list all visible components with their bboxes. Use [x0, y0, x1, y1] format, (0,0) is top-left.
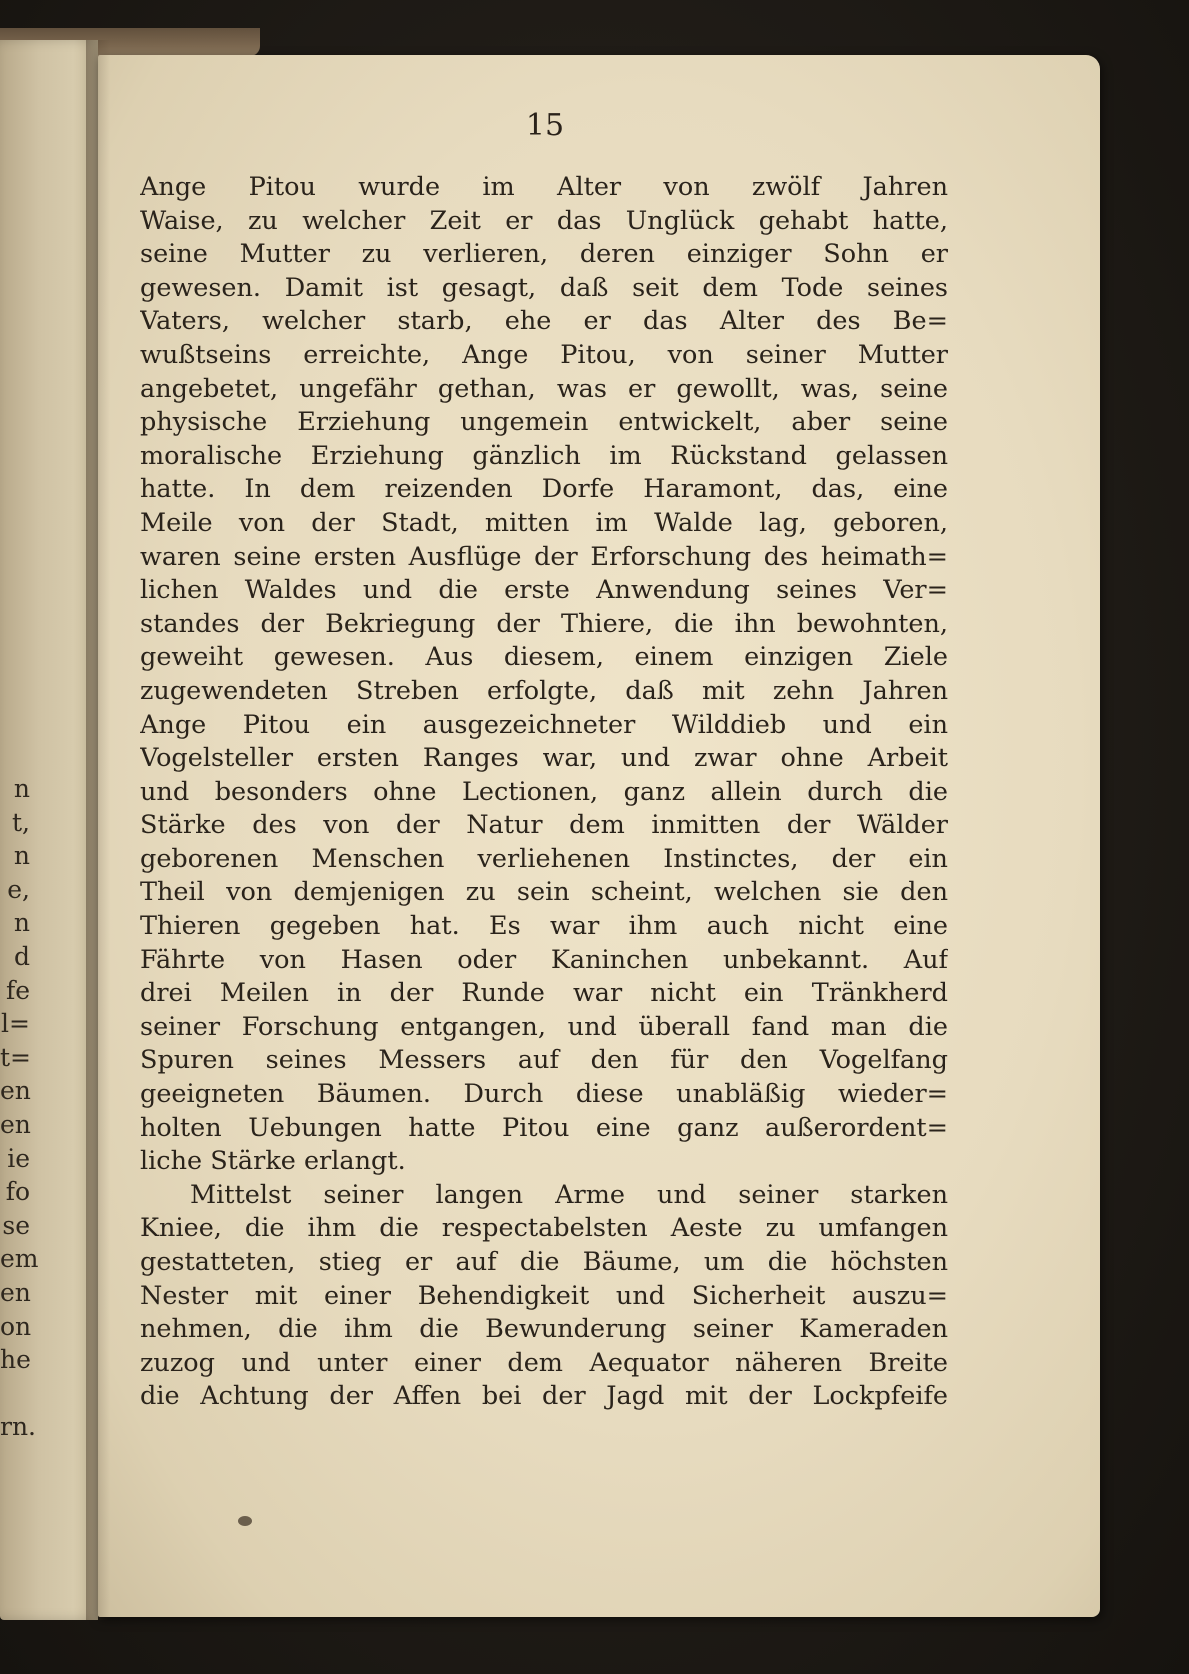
previous-page-fragment: n: [13, 841, 30, 871]
previous-page-fragment: e,: [7, 874, 30, 904]
previous-page-fragment: fo: [5, 1177, 30, 1207]
previous-page-fragment: n: [13, 908, 30, 938]
text-line: seine Mutter zu verlieren, deren einziger Sohn er: [140, 239, 948, 270]
previous-page-fragment: rn.: [0, 1412, 36, 1442]
previous-page-fragment: fe: [5, 975, 30, 1005]
previous-page-fragment: d: [13, 941, 30, 971]
previous-page-fragment: l=: [1, 1009, 30, 1039]
text-line: Ange Pitou wurde im Alter von zwölf Jahren: [140, 172, 948, 202]
text-line: Theil von demjenigen zu sein scheint, welchen sie den: [140, 877, 948, 908]
text-line: seiner Forschung entgangen, und überall fand man die: [140, 1011, 948, 1042]
text-line: Thieren gegeben hat. Es war ihm auch nicht eine: [140, 911, 948, 942]
paragraph: [140, 171, 948, 1179]
text-line: geeigneten Bäumen. Durch diese unabläßig wieder=: [140, 1079, 948, 1110]
previous-page-fragments: [0, 772, 39, 1444]
previous-page-fragment: se: [2, 1210, 30, 1240]
text-line: gewesen. Damit ist gesagt, daß seit dem Tode seines: [140, 272, 948, 303]
text-line: liche Stärke erlangt.: [140, 1146, 406, 1177]
text-line: Fährte von Hasen oder Kaninchen unbekannt. Auf: [140, 944, 948, 975]
previous-page-fragment: on: [0, 1311, 32, 1341]
previous-page-fragment: t=: [0, 1042, 31, 1072]
previous-page-fragment: em: [0, 1244, 39, 1274]
text-line: holten Uebungen hatte Pitou eine ganz außerordent=: [140, 1112, 948, 1143]
previous-page-fragment: n: [13, 774, 30, 803]
paragraph: [140, 1179, 948, 1414]
text-line: physische Erziehung ungemein entwickelt, aber seine: [140, 407, 948, 438]
text-line: drei Meilen in der Runde war nicht ein Tränkherd: [140, 978, 948, 1009]
previous-page-fragment: en: [0, 1076, 31, 1106]
text-line: die Achtung der Affen bei der Jagd mit der Lockpfeife: [140, 1381, 948, 1412]
text-line: geborenen Menschen verliehenen Instinctes, der ein: [140, 843, 948, 874]
previous-page-fragment: t,: [12, 807, 30, 837]
previous-page-fragment: he: [0, 1345, 31, 1375]
text-line: zugewendeten Streben erfolgte, daß mit zehn Jahren: [140, 675, 948, 706]
text-line: standes der Bekriegung der Thiere, die ihn bewohnten,: [140, 608, 948, 639]
text-line: zuzog und unter einer dem Aequator näheren Breite: [140, 1347, 948, 1378]
text-line: Kniee, die ihm die respectabelsten Aeste zu umfangen: [140, 1213, 948, 1244]
text-line: Stärke des von der Natur dem inmitten der Wälder: [140, 810, 948, 841]
text-line: Waise, zu welcher Zeit er das Unglück gehabt hatte,: [140, 205, 948, 236]
text-line: wußtseins erreichte, Ange Pitou, von seiner Mutter: [140, 339, 948, 370]
previous-page-fragment: ie: [7, 1143, 30, 1173]
text-line: hatte. In dem reizenden Dorfe Haramont, das, eine: [140, 474, 948, 505]
page-gutter-shadow: [86, 40, 110, 1620]
ink-smudge: [238, 1516, 252, 1526]
text-line: nehmen, die ihm die Bewunderung seiner Kameraden: [140, 1314, 948, 1345]
previous-page-fragment: en: [0, 1109, 31, 1139]
text-line: moralische Erziehung gänzlich im Rückstand gelassen: [140, 440, 948, 471]
text-line: geweiht gewesen. Aus diesem, einem einzigen Ziele: [140, 642, 948, 673]
text-line: Vaters, welcher starb, ehe er das Alter des Be=: [140, 306, 948, 337]
text-line: Vogelsteller ersten Ranges war, und zwar ohne Arbeit: [140, 743, 948, 774]
text-line: gestatteten, stieg er auf die Bäume, um die höchsten: [140, 1247, 948, 1277]
text-line: Ange Pitou ein ausgezeichneter Wilddieb und ein: [140, 709, 948, 740]
page-text: [140, 171, 948, 1414]
text-line: Meile von der Stadt, mitten im Walde lag, geboren,: [140, 507, 948, 538]
text-line: Nester mit einer Behendigkeit und Sicherheit auszu=: [140, 1280, 948, 1311]
page-number: 15: [525, 108, 565, 143]
previous-page-fragment: en: [0, 1277, 31, 1307]
text-line: lichen Waldes und die erste Anwendung seines Ver=: [140, 575, 948, 606]
text-line: waren seine ersten Ausflüge der Erforschung des heimath=: [140, 541, 948, 572]
previous-page-fragment: [0, 1377, 30, 1411]
text-line: Spuren seines Messers auf den für den Vogelfang: [140, 1045, 948, 1076]
text-line: Mittelst seiner langen Arme und seiner starken: [190, 1179, 948, 1210]
text-line: angebetet, ungefähr gethan, was er gewollt, was, seine: [140, 373, 948, 404]
text-line: und besonders ohne Lectionen, ganz allein durch die: [140, 776, 948, 807]
